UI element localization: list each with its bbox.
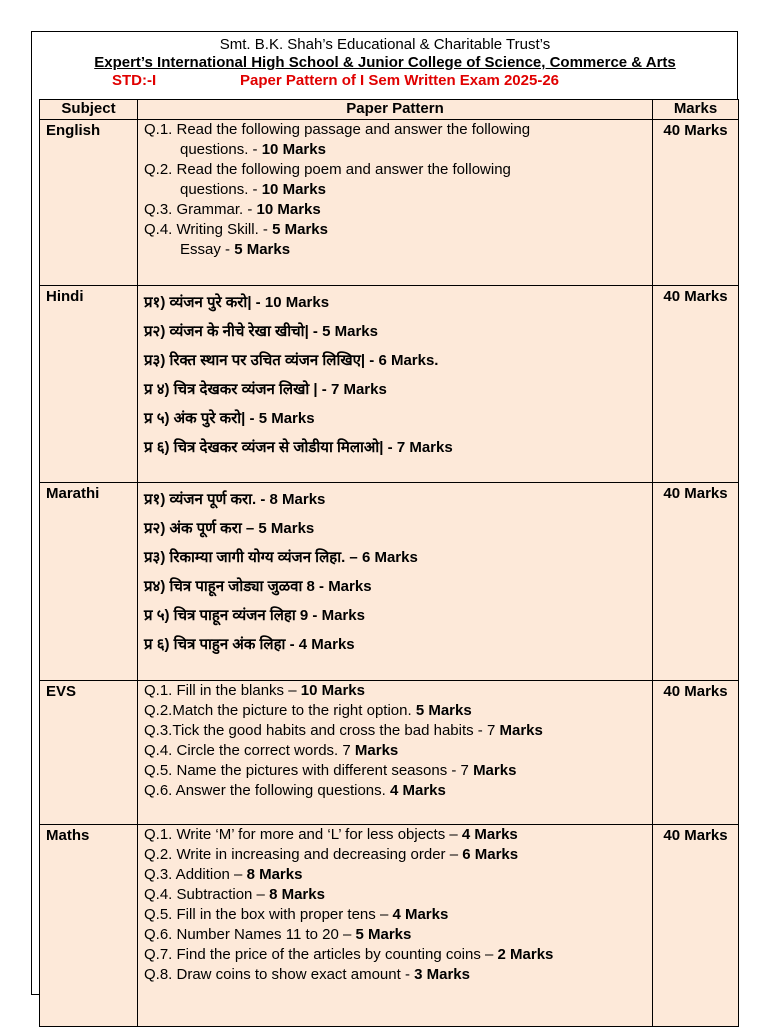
trust-name: Smt. B.K. Shah’s Educational & Charitable Trust’s (219, 36, 551, 53)
question-item: प्र ६) चित्र पाहुन अंक लिहा - 4 Marks (144, 636, 355, 653)
subject-marathi: Marathi (40, 483, 138, 681)
school-name: Expert’s International High School & Junior College of Science, Commerce & Arts (94, 54, 676, 71)
document-header (32, 36, 738, 91)
marks-english: 40 Marks (653, 120, 739, 286)
marks-maths: 40 Marks (653, 825, 739, 1027)
question-item: Q.3. Grammar. - 10 Marks (144, 201, 321, 218)
question-item: Q.2.Match the picture to the right option. 5 Marks (144, 702, 472, 719)
question-item: Q.2. Write in increasing and decreasing order – 6 Marks (144, 846, 519, 863)
table-header-row (40, 100, 739, 120)
subject-maths: Maths (40, 825, 138, 1027)
subject-english: English (40, 120, 138, 286)
question-item: Q.6. Number Names 11 to 20 – 5 Marks (144, 926, 412, 943)
table-row-marathi (40, 483, 739, 681)
pattern-marathi (138, 483, 653, 681)
question-item: Q.2. Read the following poem and answer the following questions. - 10 Marks (144, 161, 511, 198)
question-item: Essay - 5 Marks (180, 241, 291, 258)
pattern-maths (138, 825, 653, 1027)
table-row-maths (40, 825, 739, 1027)
pattern-hindi (138, 286, 653, 483)
question-item: Q.8. Draw coins to show exact amount - 3 Marks (144, 966, 470, 983)
question-item: Q.7. Find the price of the articles by counting coins – 2 Marks (144, 946, 554, 963)
paper-title: Paper Pattern of I Sem Written Exam 2025-26 (240, 72, 560, 89)
question-item: Q.1. Fill in the blanks – 10 Marks (144, 682, 365, 699)
paper-pattern-table (39, 99, 739, 1027)
header-paper-pattern: Paper Pattern (138, 100, 653, 120)
table-row-hindi (40, 286, 739, 483)
pattern-evs (138, 681, 653, 825)
table-row-evs (40, 681, 739, 825)
question-item: Q.1. Read the following passage and answer the following questions. - 10 Marks (144, 121, 531, 158)
subject-evs: EVS (40, 681, 138, 825)
question-item: Q.4. Circle the correct words. 7 Marks (144, 742, 399, 759)
question-item: Q.5. Fill in the box with proper tens – 4 Marks (144, 906, 449, 923)
header-marks: Marks (653, 100, 739, 120)
question-item: Q.3. Addition – 8 Marks (144, 866, 303, 883)
subject-hindi: Hindi (40, 286, 138, 483)
std-label: STD:-I (112, 72, 157, 89)
question-item: प्र१) व्यंजन पूर्ण करा. - 8 Marks (144, 491, 326, 508)
marks-hindi: 40 Marks (653, 286, 739, 483)
marks-evs: 40 Marks (653, 681, 739, 825)
question-item: Q.6. Answer the following questions. 4 Marks (144, 782, 446, 799)
question-item: प्र ५) चित्र पाहून व्यंजन लिहा 9 - Marks (144, 607, 365, 624)
pattern-english (138, 120, 653, 286)
question-item: प्र२) अंक पूर्ण करा – 5 Marks (144, 520, 315, 537)
question-item: Q.3.Tick the good habits and cross the bad habits - 7 Marks (144, 722, 543, 739)
question-item: Q.4. Writing Skill. - 5 Marks (144, 221, 328, 238)
question-item: प्र४) चित्र पाहून जोड्या जुळवा 8 - Marks (144, 578, 372, 595)
question-item: प्र१) व्यंजन पुरे करो| - 10 Marks (144, 294, 330, 311)
question-item: Q.5. Name the pictures with different seasons - 7 Marks (144, 762, 517, 779)
question-item: प्र ५) अंक पुरे करो| - 5 Marks (144, 410, 315, 427)
marks-marathi: 40 Marks (653, 483, 739, 681)
question-item: Q.4. Subtraction – 8 Marks (144, 886, 325, 903)
table-row-english (40, 120, 739, 286)
header-subject: Subject (40, 100, 138, 120)
question-item: प्र२) व्यंजन के नीचे रेखा खीचो| - 5 Marks (144, 323, 378, 340)
std-title-line (32, 72, 738, 91)
question-item: प्र३) रिकाम्या जागी योग्य व्यंजन लिहा. – 6 Marks (144, 549, 418, 566)
question-item: प्र ६) चित्र देखकर व्यंजन से जोडीया मिलाओ| - 7 Marks (144, 439, 453, 456)
question-item: प्र ४) चित्र देखकर व्यंजन लिखो | - 7 Marks (144, 381, 387, 398)
question-item: Q.1. Write ‘M’ for more and ‘L’ for less objects – 4 Marks (144, 826, 518, 843)
question-item: प्र३) रिक्त स्थान पर उचित व्यंजन लिखिए| - 6 Marks. (144, 352, 439, 369)
